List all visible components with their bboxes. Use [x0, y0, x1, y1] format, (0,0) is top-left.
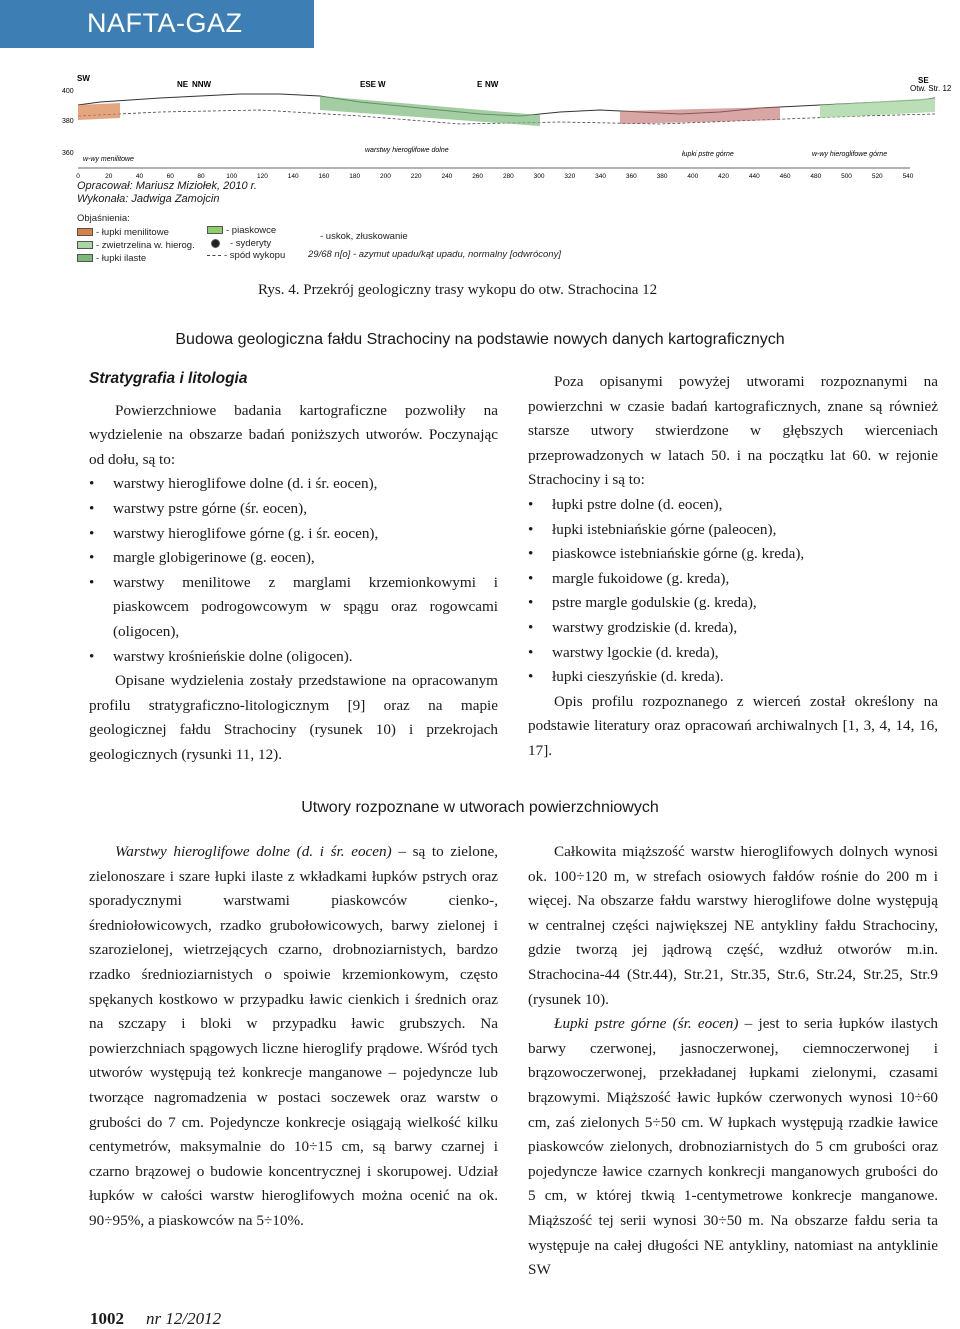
x-tick-label: 200: [379, 173, 391, 180]
lower-left-column: [89, 840, 498, 1234]
formation-list: [89, 472, 498, 669]
x-tick-label: 540: [902, 173, 914, 180]
term-lead: Warstwy hieroglifowe dolne (d. i śr. eocen): [115, 843, 392, 860]
figure-credits: [77, 180, 257, 206]
list-item: • piaskowce istebniańskie górne (g. kreda),: [528, 542, 938, 567]
page-footer: [90, 1309, 221, 1329]
list-item: • warstwy menilitowe z marglami krzemionkowymi i piaskowcem podrogowcowym w spągu oraz rogowcami (oligocen),: [89, 571, 498, 645]
legend-item: - zwietrzelina w. hierog.: [77, 240, 195, 251]
right-column: [528, 370, 938, 764]
label-w: W: [378, 80, 386, 89]
list-item: • margle fukoidowe (g. kreda),: [528, 567, 938, 592]
journal-title: NAFTA-GAZ: [87, 8, 243, 38]
x-tick-label: 400: [687, 173, 699, 180]
paragraph-text: – są to zielone, zielonoszare i szare łupki ilaste z wkładkami łupków pstrych oraz sporadycznymi warstwami piaskowców cienko-, średniołowicowych, rzadko grubołowicowych, barwy zielonej i szarozielonej, wietrzejących czarno, drobnoziarnistych, bardzo rzadko średnioziarnistych o spoiwie krzemionkowym, często spękanych kostkowo w przypadku ławic cienkich i średnich oraz na szczapy i bloki w przypadku ławic grubszych. Na powierzchniach spągowych liczne hieroglify prądowe. Wśród tych utworów występują też konkrecje manganowe – pojedyncze lub tworzące nagromadzenia w postaci soczewek oraz warstw o grubości do 7 cm. Pojedyncze konkrecje osiągają wielkość kilku centymetrów, maksymalnie do 10÷15 cm, są barwy czarnej i czarno brązowej o budowie koncentrycznej i skorupowej. Udział łupków w całości warstw hieroglifowych można ocenić na ok. 90÷95%, a piaskowców na 5÷10%.: [89, 843, 498, 1229]
label-se: SE: [918, 76, 929, 85]
x-tick-label: 140: [287, 173, 299, 180]
formation-list: [528, 493, 938, 690]
x-tick-label: 300: [533, 173, 545, 180]
list-item: • pstre margle godulskie (g. kreda),: [528, 591, 938, 616]
paragraph: [528, 1012, 938, 1283]
left-column: [89, 367, 498, 768]
paragraph-text: – jest to seria łupków ilastych barwy czerwonej, jasnoczerwonej, ciemnoczerwonej i brązowoczerwonej, przekładanej łupkami zielonymi, czasami brązowymi. Miąższość ławic łupków czerwonych wynosi 10÷60 cm, zaś zielonych 5÷50 cm. W łupkach występują rzadkie ławice piaskowców zielonych, drobnoziarnistych do 5 cm grubości oraz pojedyncze ławice czarnych konkrecji manganowych grubości do 5 cm, w której tkwią 1-centymetrowe konkrecje manganowe. Miąższość tej serii wynosi 30÷50 m. Na obszarze fałdu seria ta występuje na całej długości NE antykliny, natomiast na antyklinie SW: [528, 1015, 938, 1279]
x-tick-label: 160: [318, 173, 330, 180]
unit-label-pg: łupki pstre górne: [682, 151, 734, 158]
x-tick-label: 340: [595, 173, 607, 180]
x-tick-label: 420: [718, 173, 729, 180]
x-tick-label: 500: [841, 173, 852, 180]
x-tick-label: 460: [779, 173, 791, 180]
page-number: 1002: [90, 1309, 124, 1328]
legend-item: - spód wykopu: [207, 250, 285, 261]
journal-header: [0, 0, 314, 48]
list-item: • warstwy hieroglifowe dolne (d. i śr. eocen),: [89, 472, 498, 497]
credit-drafter: Wykonała: Jadwiga Zamojcin: [77, 193, 220, 205]
x-tick-label: 280: [502, 173, 514, 180]
unit-label-hg: w-wy hieroglifowe górne: [812, 151, 888, 158]
label-nnw: NNW: [192, 80, 212, 89]
paragraph: Opis profilu rozpoznanego z wierceń został określony na podstawie literatury oraz opracowań archiwalnych [1, 3, 4, 14, 16, 17].: [528, 692, 938, 759]
legend-item: - łupki menilitowe: [77, 227, 169, 238]
list-item: • łupki cieszyńskie (d. kreda).: [528, 665, 938, 690]
x-tick-label: 240: [441, 173, 453, 180]
list-item: • warstwy hieroglifowe górne (g. i śr. eocen),: [89, 522, 498, 547]
x-tick-label: 80: [197, 173, 205, 180]
x-tick-label: 380: [656, 173, 668, 180]
paragraph: [89, 840, 498, 1234]
label-well: Otw. Str. 12: [910, 84, 952, 93]
label-ne: NE: [177, 80, 189, 89]
section-heading-2: Utwory rozpoznane w utworach powierzchniowych: [301, 799, 659, 816]
x-tick-label: 120: [257, 173, 268, 180]
credit-author: Opracował: Mariusz Miziołek, 2010 r.: [77, 180, 257, 192]
list-item: • warstwy grodziskie (d. kreda),: [528, 616, 938, 641]
lower-right-column: [528, 840, 938, 1283]
unit-label-men: w-wy menilitowe: [83, 156, 134, 163]
label-nw: NW: [485, 80, 499, 89]
list-item: • warstwy pstre górne (śr. eocen),: [89, 497, 498, 522]
list-item: • łupki istebniańskie górne (paleocen),: [528, 518, 938, 543]
figure-caption: Rys. 4. Przekrój geologiczny trasy wykopu do otw. Strachocina 12: [258, 282, 658, 298]
label-ese: ESE: [360, 80, 377, 89]
legend-item: - syderyty: [207, 238, 271, 249]
x-tick-label: 40: [135, 173, 144, 180]
x-tick-label: 20: [105, 173, 113, 180]
elev-360: 360: [62, 150, 74, 157]
label-e: E: [477, 80, 483, 89]
x-tick-label: 360: [625, 173, 637, 180]
x-tick-label: 60: [166, 173, 174, 180]
paragraph: Poza opisanymi powyżej utworami rozpoznanymi na powierzchni w czasie badań kartograficznych, znane są również starsze utwory stwierdzone w głębszych wierceniach przeprowadzonych w latach 50. i na początku lat 60. w rejonie Strachociny i są to:: [528, 373, 938, 489]
elev-400: 400: [62, 88, 74, 95]
legend-title: Objaśnienia:: [77, 213, 130, 224]
x-tick-label: 220: [410, 173, 422, 180]
x-axis-ticks: [76, 173, 914, 180]
strata-menilitowe: [78, 103, 120, 120]
list-item: • warstwy krośnieńskie dolne (oligocen).: [89, 645, 498, 670]
paragraph: Opisane wydzielenia zostały przedstawione na opracowanym profilu stratygraficzno-litologicznym [9] oraz na mapie geologicznej fałdu Strachociny (rysunek 10) i przekrojach geologicznych (rysunki 11, 12).: [89, 672, 498, 763]
list-item: • warstwy lgockie (d. kreda),: [528, 641, 938, 666]
legend-item: - łupki ilaste: [77, 253, 146, 264]
x-tick-label: 320: [564, 173, 576, 180]
list-item: • margle globigerinowe (g. eocen),: [89, 546, 498, 571]
x-tick-label: 440: [748, 173, 760, 180]
strata-pstre: [620, 107, 780, 124]
x-tick-label: 260: [472, 173, 484, 180]
paragraph: Powierzchniowe badania kartograficzne pozwoliły na wydzielenie na obszarze badań poniższych utworów. Poczynając od dołu, są to:: [89, 401, 498, 468]
issue-label: nr 12/2012: [146, 1309, 222, 1328]
x-tick-label: 520: [871, 173, 883, 180]
x-tick-label: 180: [349, 173, 361, 180]
legend-item: - uskok, złuskowanie: [320, 231, 408, 242]
x-tick-label: 100: [226, 173, 238, 180]
list-item: • łupki pstre dolne (d. eocen),: [528, 493, 938, 518]
section-heading: Stratygrafia i litologia: [89, 370, 248, 387]
legend-item: - piaskowce: [207, 225, 276, 236]
paragraph: Całkowita miąższość warstw hieroglifowych dolnych wynosi ok. 100÷120 m, w strefach osiowych fałdów rośnie do 200 m i więcej. Na obszarze fałdu warstwy hieroglifowe dolne występują w centralnej części największej NE antykliny fałdu Strachociny, gdzie tworzą jej jądrową część, wzdłuż otworów m.in. Strachocina-44 (Str.44), Str.21, Str.35, Str.6, Str.24, Str.25, Str.9 (rysunek 10).: [528, 843, 938, 1008]
x-tick-label: 0: [76, 173, 80, 180]
label-sw: SW: [77, 74, 90, 83]
term-lead: Łupki pstre górne (śr. eocen): [554, 1015, 739, 1033]
elev-380: 380: [62, 118, 74, 125]
article-subtitle: Budowa geologiczna fałdu Strachociny na podstawie nowych danych kartograficznych: [175, 331, 785, 348]
legend-item: 29/68 n[o] - azymut upadu/kąt upadu, normalny [odwrócony]: [308, 249, 561, 260]
unit-label-hd: warstwy hieroglifowe dolne: [365, 147, 449, 154]
strata-hieroglifowe-gorne: [820, 98, 935, 118]
x-tick-label: 480: [810, 173, 822, 180]
